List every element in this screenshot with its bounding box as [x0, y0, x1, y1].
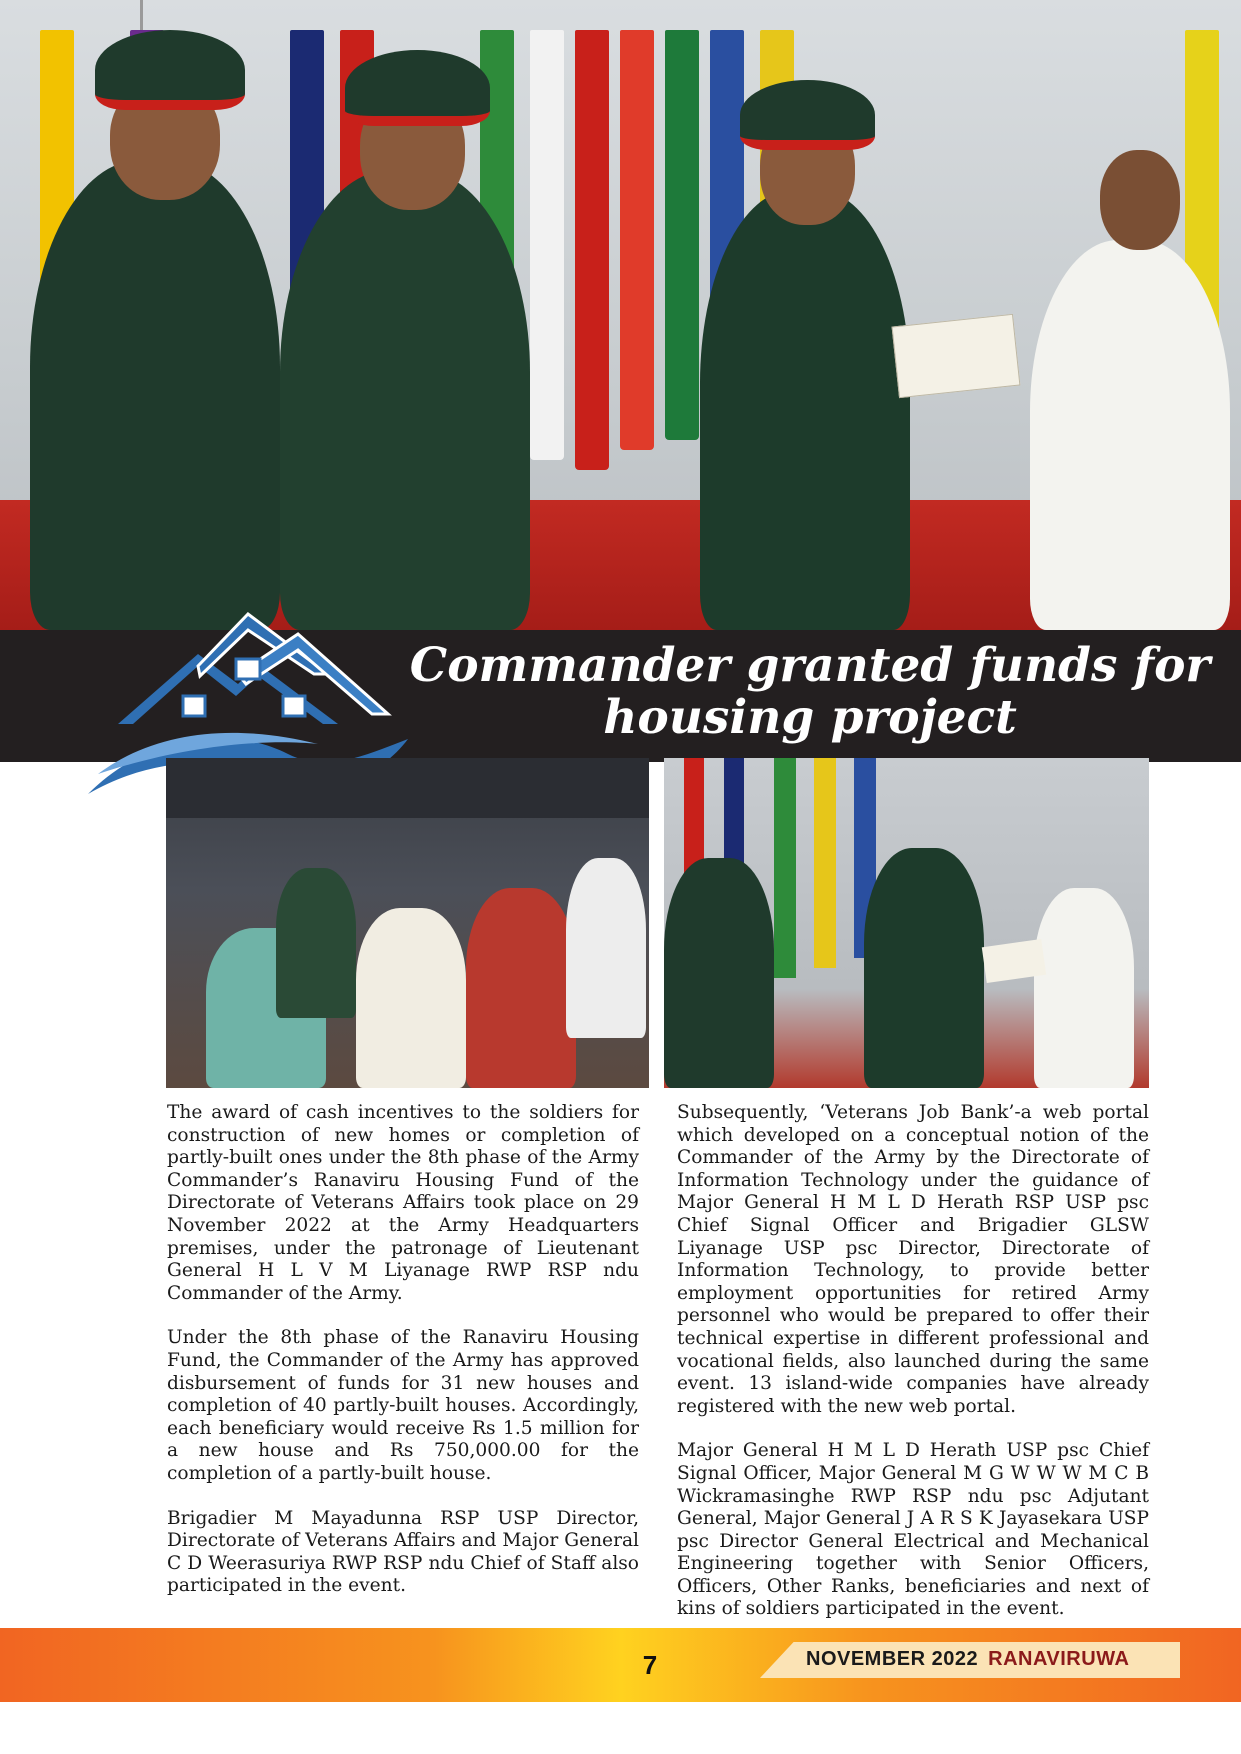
hero-photo	[0, 0, 1241, 630]
certificate	[892, 314, 1021, 398]
publication-name: RANAVIRUWA	[988, 1648, 1130, 1670]
cap	[740, 80, 875, 150]
article-paragraph: Major General H M L D Herath USP psc Chief Signal Officer, Major General M G W W W M C B Wickramasinghe RWP RSP ndu psc Adjutant General, Major General J A R S K Jayasekara USP psc Director General Electrical and Mechanical Engineering together with Senior Officers, Officers, Other Ranks, beneficiaries and next of kins of soldiers participated in the event.	[677, 1440, 1149, 1620]
audience-photo	[166, 758, 649, 1088]
face	[1100, 150, 1180, 250]
page-number: 7	[642, 1650, 658, 1680]
flag	[575, 30, 609, 470]
officer-figure	[280, 170, 530, 630]
commander-figure	[700, 190, 910, 630]
officer-figure	[30, 160, 280, 630]
flag	[530, 30, 564, 460]
article-title	[380, 640, 1240, 744]
article-column-left	[167, 1102, 639, 1620]
article-column-right	[677, 1102, 1149, 1643]
issue-label	[806, 1648, 1129, 1671]
handover-photo	[664, 758, 1149, 1088]
article-paragraph: Subsequently, ‘Veterans Job Bank’-a web portal which developed on a conceptual notion of the Commander of the Army by the Directorate of Information Technology under the guidance of Major General H M L D Herath RSP USP psc Chief Signal Officer and Brigadier GLSW Liyanage USP psc Director, Directorate of Information Technology, to provide better employment opportunities for retired Army personnel who would be prepared to offer their technical expertise in different professional and vocational fields, also launched during the same event. 13 island-wide companies have already registered with the new web portal.	[677, 1102, 1149, 1417]
article-title-line-1: Commander granted funds for	[409, 638, 1211, 693]
flag	[665, 30, 699, 440]
cap	[95, 30, 245, 110]
cap	[345, 50, 490, 126]
beneficiary-figure	[1030, 240, 1230, 630]
article-title-line-2: housing project	[603, 690, 1017, 745]
flag	[620, 30, 654, 450]
article-paragraph: The award of cash incentives to the soldiers for construction of new homes or completion of partly-built ones under the 8th phase of the Army Commander’s Ranaviru Housing Fund of the Directorate of Veterans Affairs took place on 29 November 2022 at the Army Headquarters premises, under the patronage of Lieutenant General H L V M Liyanage RWP RSP ndu Commander of the Army.	[167, 1102, 639, 1304]
issue-date: NOVEMBER 2022	[806, 1648, 979, 1670]
article-paragraph: Under the 8th phase of the Ranaviru Housing Fund, the Commander of the Army has approved disbursement of funds for 31 new houses and completion of 40 partly-built houses. Accordingly, each beneficiary would receive Rs 1.5 million for a new house and Rs 750,000.00 for the completion of a partly-built house.	[167, 1327, 639, 1484]
article-paragraph: Brigadier M Mayadunna RSP USP Director, Directorate of Veterans Affairs and Major General C D Weerasuriya RWP RSP ndu Chief of Staff also participated in the event.	[167, 1507, 639, 1597]
